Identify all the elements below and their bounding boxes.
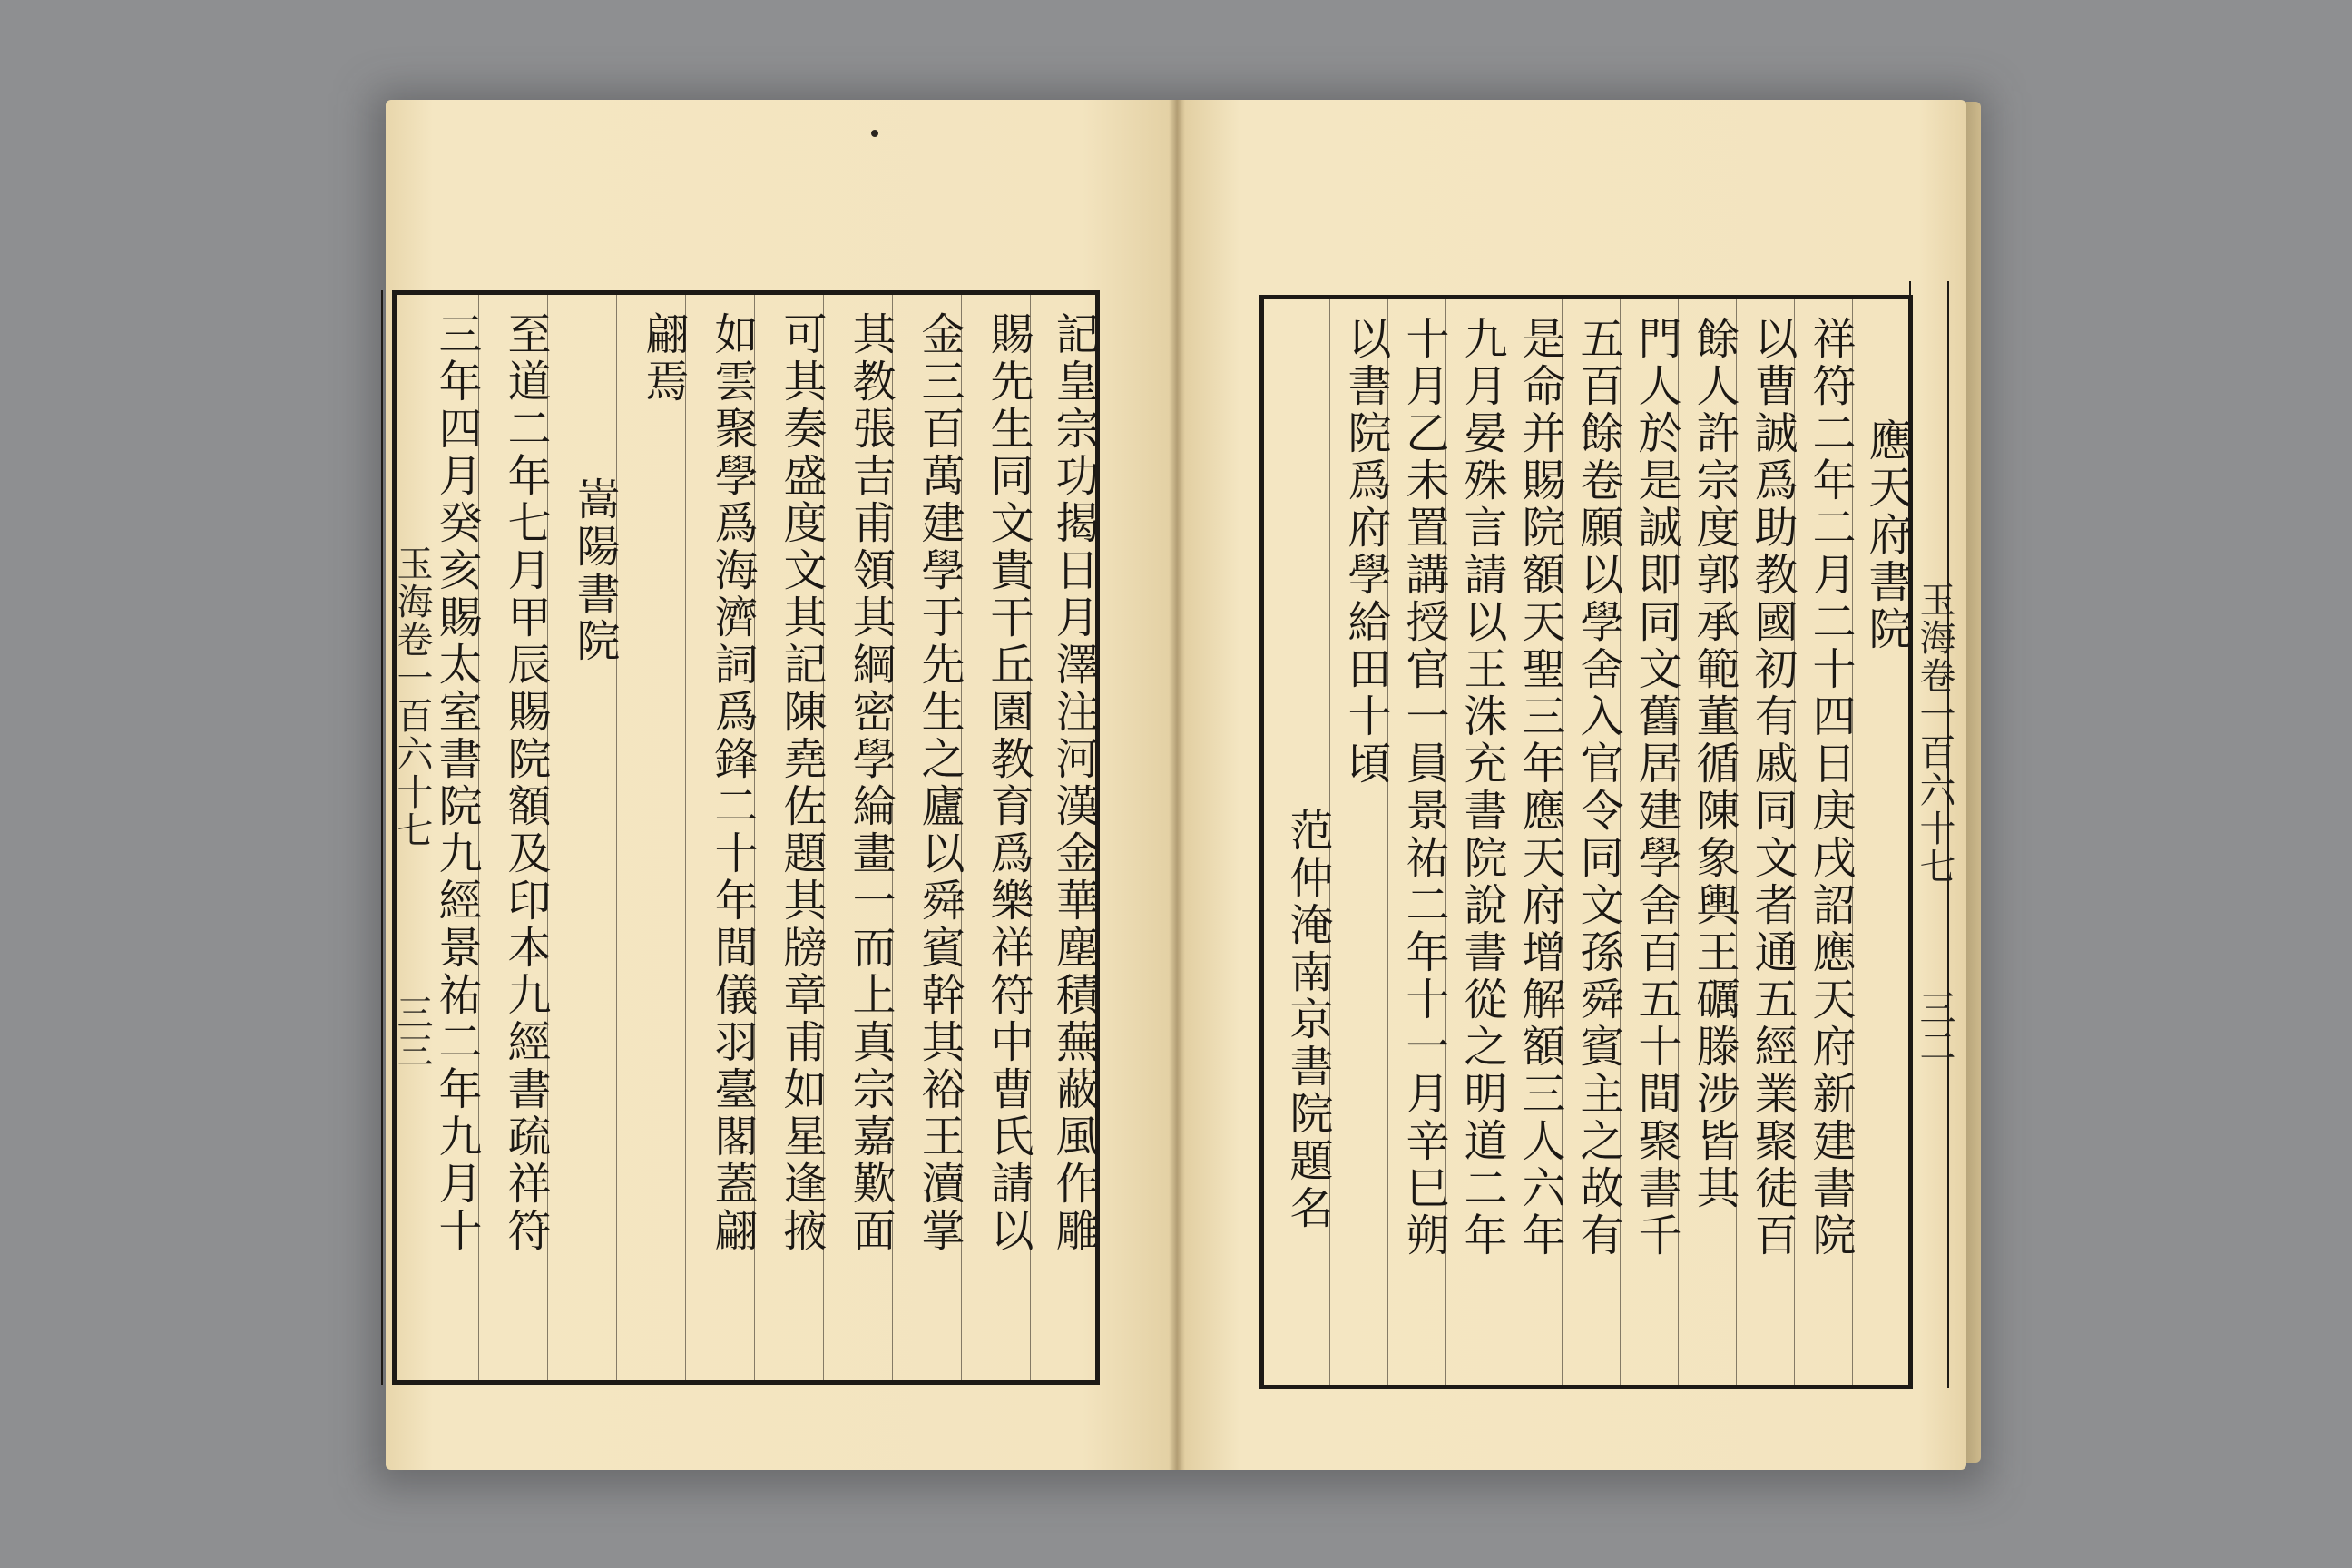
folio-number: 三二 — [1914, 989, 1955, 1065]
subnote-column: 范仲淹南京書院題名 — [1282, 808, 1333, 1232]
text-column: 十月乙未置講授官一員景祐二年十一月辛巳朔 — [1387, 299, 1446, 1385]
text-column: 以書院爲府學給田十頃 — [1329, 299, 1387, 1385]
book-gutter — [1169, 100, 1185, 1470]
text-column: 是命并賜院額天聖三年應天府增解額三人六年 — [1504, 299, 1562, 1385]
text-column: 可其奏盛度文其記陳堯佐題其牓章甫如星逢掖 — [754, 295, 823, 1380]
text-column: 門人於是誠即同文舊居建學舍百五十間聚書千 — [1620, 299, 1678, 1385]
text-column: 其教張吉甫領其綱密學綸畫一而上真宗嘉歎面 — [823, 295, 892, 1380]
section-heading: 嵩陽書院 — [547, 295, 616, 1380]
text-column: 祥符二年二月二十四日庚戌詔應天府新建書院 — [1794, 299, 1852, 1385]
text-column: 翩焉 — [616, 295, 685, 1380]
banxin-title: 玉海卷一百六十七 — [391, 544, 433, 849]
text-column: 如雲聚學爲海濟詞爲鋒二十年間儀羽臺閣蓋翩 — [685, 295, 754, 1380]
right-text-frame — [1259, 295, 1913, 1389]
banxin-title: 玉海卷一百六十七 — [1914, 581, 1955, 886]
text-column: 至道二年七月甲辰賜院額及印本九經書疏祥符 — [478, 295, 547, 1380]
text-column: 九月晏殊言請以王洙充書院說書從之明道二年 — [1446, 299, 1504, 1385]
text-column: 賜先生同文貴干丘園教育爲樂祥符中曹氏請以 — [961, 295, 1030, 1380]
left-text-frame — [392, 290, 1100, 1385]
section-heading: 應天府書院 — [1852, 299, 1908, 1385]
ink-dot — [871, 130, 878, 137]
folio-number: 三三 — [391, 994, 433, 1070]
text-column: 記皇宗功揭日月澤注河漢金華塵積蕪蔽風作雕 — [1030, 295, 1095, 1380]
text-column: 金三百萬建學于先生之廬以舜賓幹其裕王瀆掌 — [892, 295, 961, 1380]
text-column: 五百餘卷願以學舍入官令同文孫舜賓主之故有 — [1562, 299, 1620, 1385]
text-column: 三年四月癸亥賜太室書院九經景祐二年九月十 — [431, 311, 482, 1255]
text-column: 以曹誠爲助教國初有戚同文者通五經業聚徒百 — [1736, 299, 1794, 1385]
text-column: 餘人許宗度郭承範董循陳象輿王礪滕涉皆其 — [1678, 299, 1736, 1385]
